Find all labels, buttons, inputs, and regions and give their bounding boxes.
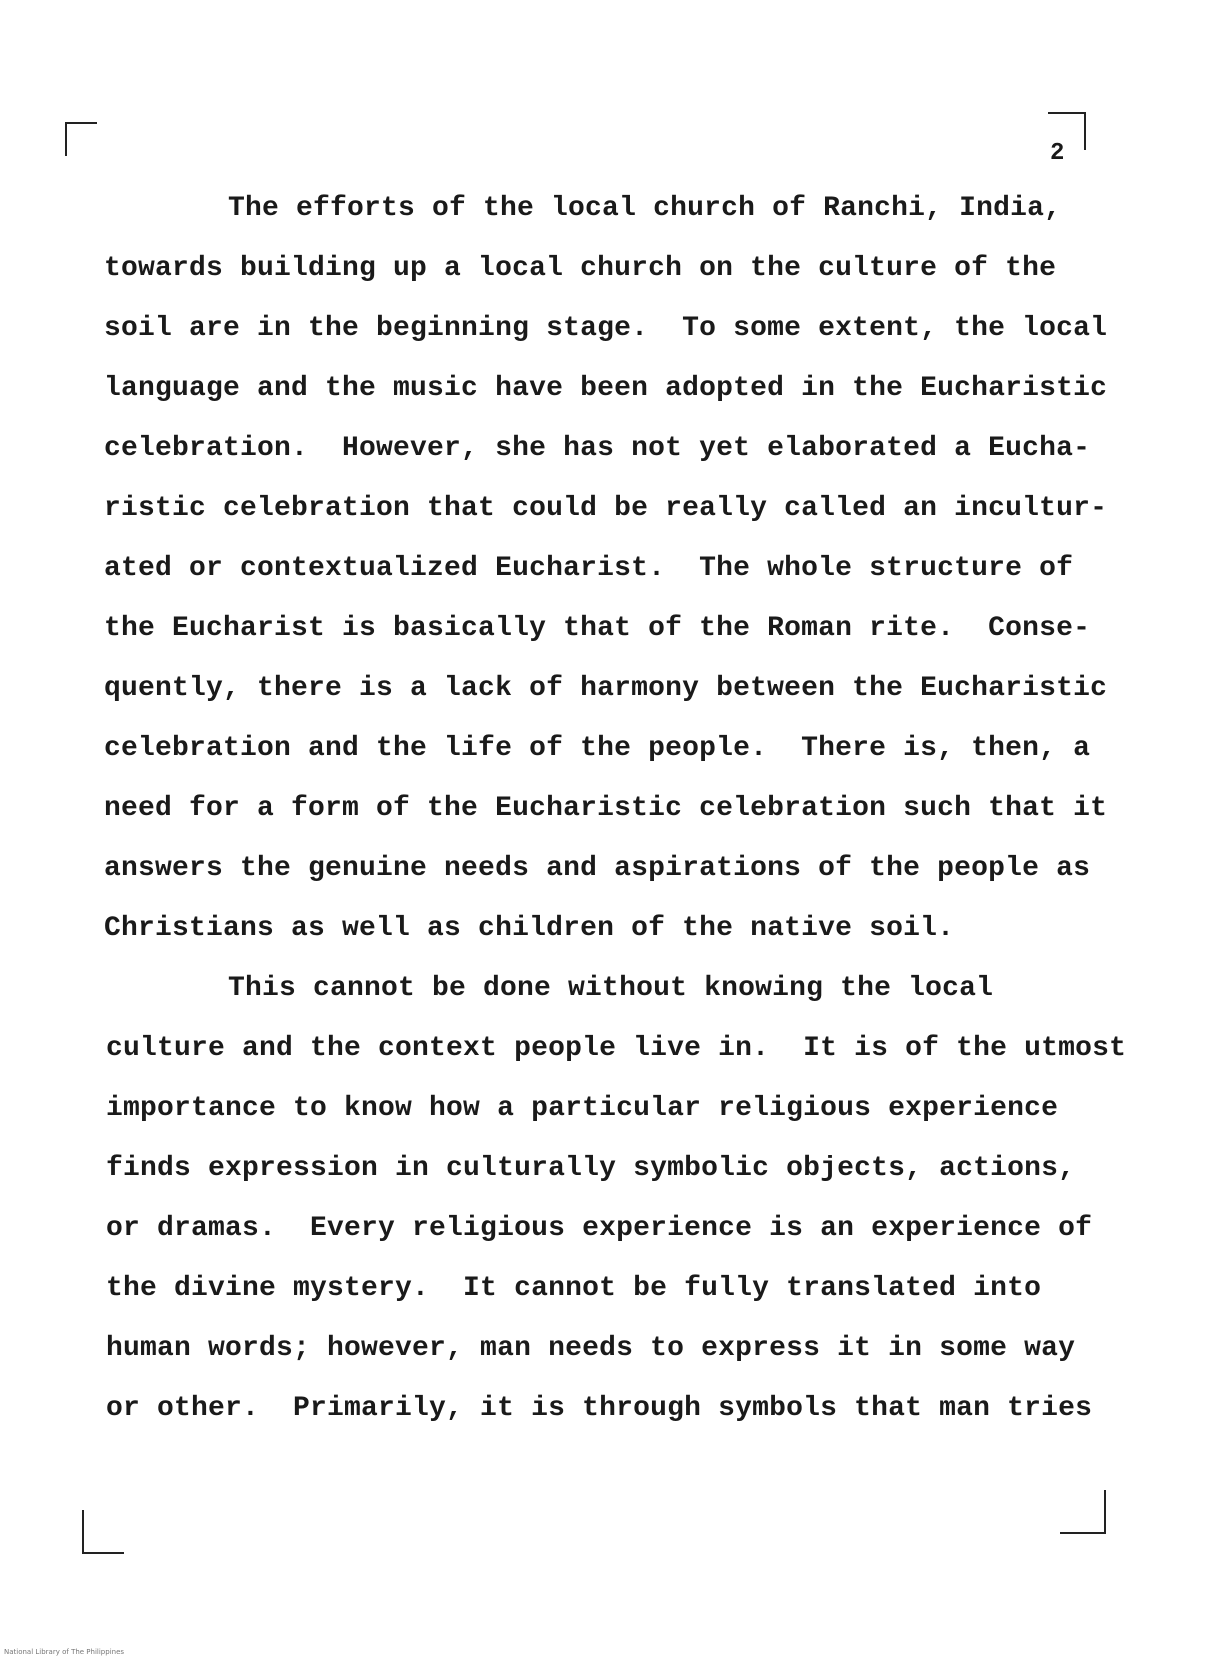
text-line: ristic celebration that could be really called an incultur- — [104, 493, 1108, 524]
text-line: or dramas. Every religious experience is an experience of — [106, 1213, 1093, 1244]
text-line: quently, there is a lack of harmony between the Eucharistic — [104, 673, 1108, 704]
text-line: the divine mystery. It cannot be fully translated into — [106, 1273, 1042, 1304]
text-line: culture and the context people live in. It is of the utmost — [106, 1033, 1127, 1064]
text-line: answers the genuine needs and aspirations of the people as — [104, 853, 1091, 884]
text-line: importance to know how a particular religious experience — [106, 1093, 1059, 1124]
text-line: the Eucharist is basically that of the Roman rite. Conse- — [104, 613, 1091, 644]
text-line: celebration. However, she has not yet elaborated a Eucha- — [104, 433, 1091, 464]
text-line: or other. Primarily, it is through symbols that man tries — [106, 1393, 1093, 1424]
scan-corner-mark-bottom-left — [82, 1510, 124, 1554]
scan-corner-mark-top-left — [65, 122, 97, 156]
page-number: 2 — [1050, 140, 1065, 167]
scan-corner-mark-bottom-right — [1060, 1490, 1106, 1534]
text-line: The efforts of the local church of Ranchi, India, — [228, 193, 1062, 224]
archive-footer-stamp: National Library of The Philippines — [4, 1648, 125, 1656]
text-line: finds expression in culturally symbolic objects, actions, — [106, 1153, 1076, 1184]
text-line: soil are in the beginning stage. To some extent, the local — [104, 313, 1108, 344]
text-line: human words; however, man needs to express it in some way — [106, 1333, 1076, 1364]
text-line: This cannot be done without knowing the local — [228, 973, 994, 1004]
text-line: need for a form of the Eucharistic celebration such that it — [104, 793, 1108, 824]
text-line: ated or contextualized Eucharist. The whole structure of — [104, 553, 1074, 584]
text-line: Christians as well as children of the native soil. — [104, 913, 955, 944]
text-line: towards building up a local church on the culture of the — [104, 253, 1057, 284]
text-line: celebration and the life of the people. There is, then, a — [104, 733, 1091, 764]
text-line: language and the music have been adopted in the Eucharistic — [104, 373, 1108, 404]
